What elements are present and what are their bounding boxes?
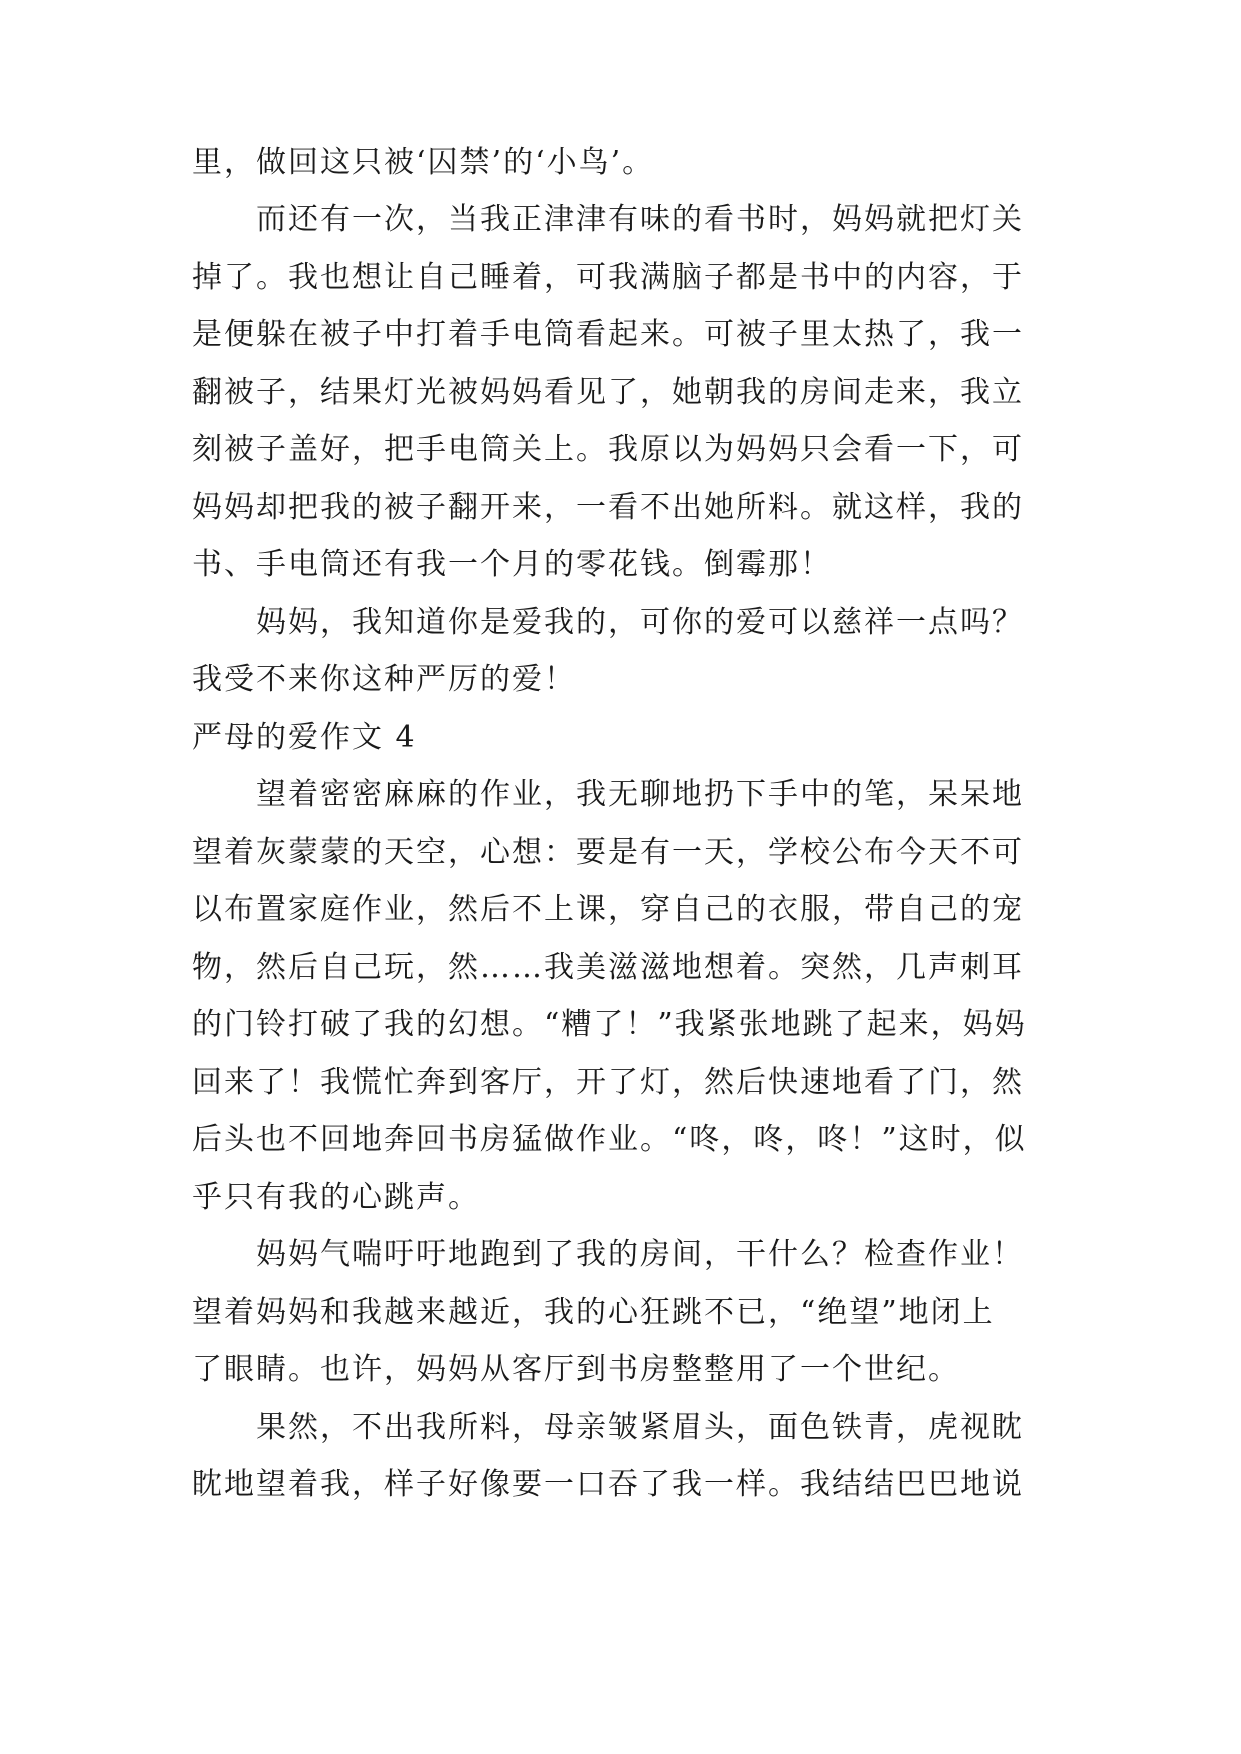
text-line: 望着妈妈和我越来越近，我的心狂跳不已，“绝望”地闭上 (192, 1295, 995, 1330)
text-line: 乎只有我的心跳声。 (192, 1180, 480, 1215)
paragraph-first-line: 果然，不出我所料，母亲皱紧眉头，面色铁青，虎视眈 (256, 1410, 1024, 1445)
text-line: 了眼睛。也许，妈妈从客厅到书房整整用了一个世纪。 (192, 1352, 960, 1387)
text-line: 是便躲在被子中打着手电筒看起来。可被子里太热了，我一 (192, 317, 1024, 352)
text-line: 翻被子，结果灯光被妈妈看见了，她朝我的房间走来，我立 (192, 375, 1024, 410)
text-line: 后头也不回地奔回书房猛做作业。“咚，咚，咚！”这时，似 (192, 1122, 1027, 1157)
paragraph-first-line: 妈妈，我知道你是爱我的，可你的爱可以慈祥一点吗？ (256, 605, 1024, 640)
text-line: 掉了。我也想让自己睡着，可我满脑子都是书中的内容，于 (192, 260, 1024, 295)
text-line: 里，做回这只被‘囚禁’的‘小鸟’。 (192, 145, 655, 180)
text-line: 望着灰蒙蒙的天空，心想：要是有一天，学校公布今天不可 (192, 835, 1024, 870)
text-line: 眈地望着我，样子好像要一口吞了我一样。我结结巴巴地说 (192, 1467, 1024, 1502)
section-heading: 严母的爱作文 4 (192, 720, 417, 755)
text-line: 妈妈却把我的被子翻开来，一看不出她所料。就这样，我的 (192, 490, 1024, 525)
paragraph-first-line: 妈妈气喘吁吁地跑到了我的房间，干什么？检查作业！ (256, 1237, 1024, 1272)
paragraph-first-line: 望着密密麻麻的作业，我无聊地扔下手中的笔，呆呆地 (256, 777, 1024, 812)
text-line: 以布置家庭作业，然后不上课，穿自己的衣服，带自己的宠 (192, 892, 1024, 927)
text-line: 回来了！我慌忙奔到客厅，开了灯，然后快速地看了门，然 (192, 1065, 1024, 1100)
text-line: 物，然后自己玩，然……我美滋滋地想着。突然，几声刺耳 (192, 950, 1024, 985)
paragraph-first-line: 而还有一次，当我正津津有味的看书时，妈妈就把灯关 (256, 202, 1024, 237)
text-line: 我受不来你这种严厉的爱！ (192, 662, 576, 697)
text-line: 的门铃打破了我的幻想。“糟了！”我紧张地跳了起来，妈妈 (192, 1007, 1027, 1042)
text-line: 书、手电筒还有我一个月的零花钱。倒霉那！ (192, 547, 832, 582)
text-line: 刻被子盖好，把手电筒关上。我原以为妈妈只会看一下，可 (192, 432, 1024, 467)
